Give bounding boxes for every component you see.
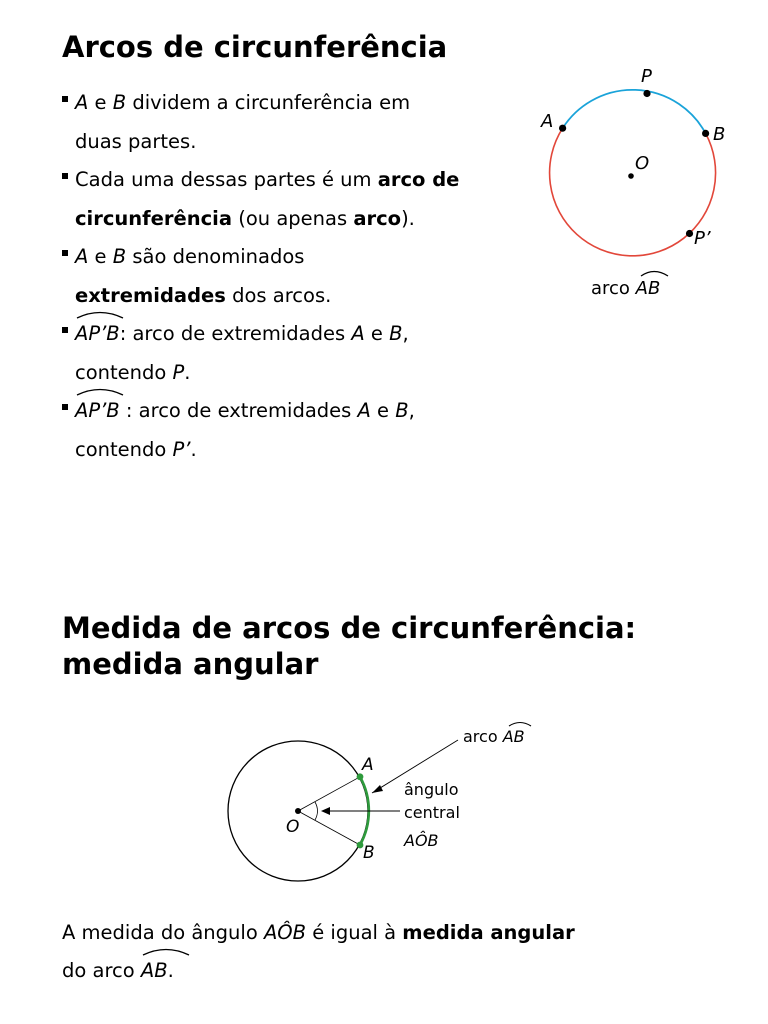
closing-mid: é igual à <box>306 921 403 944</box>
arrow-head-icon <box>372 785 383 793</box>
period: . <box>167 959 174 982</box>
minor-arc <box>563 90 706 134</box>
var-p: P <box>172 360 185 384</box>
bullet-square-icon <box>62 327 68 333</box>
label-b: B <box>363 843 375 863</box>
arc-notation-apb <box>75 315 120 354</box>
bullet-square-icon <box>62 173 68 179</box>
bullet-item-5 <box>62 392 512 469</box>
bold-extremidades: extremidades <box>75 283 226 307</box>
bold-arco-de: arco de <box>377 168 460 191</box>
caption-arc-label: AB <box>635 278 661 299</box>
label-a: A <box>362 755 374 775</box>
arc-label: AP’B <box>75 399 120 422</box>
bullet-square-icon <box>62 404 68 410</box>
var-b: B <box>112 245 127 268</box>
section-title-arcs: Arcos de circunferência <box>62 30 448 64</box>
arc-hat-icon <box>509 723 531 727</box>
closing-line2: do arco <box>62 959 141 982</box>
point-b <box>702 130 709 137</box>
bullet-item-2 <box>62 161 512 238</box>
text-e: e <box>88 245 113 268</box>
title-line-2: medida angular <box>62 647 319 681</box>
var-b: B <box>389 322 403 345</box>
caption-text: arco <box>591 278 636 299</box>
arc-label: AP’B <box>75 322 120 345</box>
arc-notation-ab <box>141 952 168 990</box>
bullet-1-text: dividem a circunferência em <box>126 91 411 114</box>
bold-arco: arco <box>353 206 402 230</box>
var-p-prime: P’ <box>172 437 191 461</box>
var-a: A <box>75 245 89 268</box>
bullet-3-text: são denominados <box>126 245 305 268</box>
closing-paragraph <box>62 914 575 990</box>
bullet-item-3 <box>62 238 512 315</box>
point-a <box>559 125 566 132</box>
angle-label-2: central <box>404 803 460 822</box>
central-angle-figure <box>220 718 550 893</box>
bullet-2-text: Cada uma dessas partes é um <box>75 168 378 191</box>
label-a: A <box>541 111 554 132</box>
bullet-5-text: : arco de extremidades <box>119 399 358 422</box>
label-p-prime: P’ <box>694 228 711 249</box>
caption-arco-ab <box>591 278 660 299</box>
bullet-4-line2: contendo <box>75 360 173 384</box>
text-e: e <box>364 322 390 345</box>
label-b: B <box>713 124 726 145</box>
angle-mark <box>315 802 318 820</box>
arc-callout-arc: AB <box>502 727 525 746</box>
bullet-3-post: dos arcos. <box>225 283 332 307</box>
bullet-square-icon <box>62 250 68 256</box>
comma: , <box>408 399 415 422</box>
bullet-2-mid: (ou apenas <box>232 206 354 230</box>
label-o: O <box>635 153 650 174</box>
bullet-2-post: ). <box>401 206 415 230</box>
bold-medida-angular: medida angular <box>402 921 575 944</box>
angle-label-3: AÔB <box>404 831 439 850</box>
radius-ob <box>298 811 360 845</box>
bullet-list <box>62 84 512 469</box>
var-a: A <box>351 322 365 345</box>
arc-notation-apb <box>75 392 120 431</box>
arc-label: AB <box>140 959 168 982</box>
center-o <box>295 808 301 814</box>
point-p-prime <box>686 230 693 237</box>
angle-label-1: ângulo <box>404 780 459 799</box>
var-a: A <box>75 91 89 114</box>
closing-text: A medida do ângulo <box>62 921 264 944</box>
title-line-1: Medida de arcos de circunferência: <box>62 611 637 645</box>
circle-arcs-figure <box>520 60 750 310</box>
label-p: P <box>641 66 652 87</box>
bullet-square-icon <box>62 96 68 102</box>
bullet-1-line2: duas partes. <box>75 129 197 153</box>
text-e: e <box>370 399 396 422</box>
text-e: e <box>88 91 113 114</box>
bold-circunferencia: circunferência <box>75 206 233 230</box>
var-a: A <box>357 399 371 422</box>
label-o: O <box>286 817 300 837</box>
var-b: B <box>112 91 127 114</box>
bullet-5-line2: contendo <box>75 437 173 461</box>
arc-callout-text: arco <box>463 727 503 746</box>
arc-hat-icon <box>641 272 668 277</box>
comma: , <box>402 322 409 345</box>
angle-aob: AÔB <box>263 921 307 944</box>
period: . <box>184 360 191 384</box>
arc-hat-icon <box>141 947 191 956</box>
var-b: B <box>395 399 409 422</box>
period: . <box>190 437 197 461</box>
arc-hat-icon <box>75 387 125 396</box>
arc-callout-label <box>463 727 525 746</box>
center-o <box>628 173 634 179</box>
arc-hat-icon <box>75 310 125 319</box>
bullet-item-1 <box>62 84 512 161</box>
bullet-item-4 <box>62 315 512 392</box>
bullet-4-text: : arco de extremidades <box>119 322 352 345</box>
point-p <box>643 90 650 97</box>
radius-oa <box>298 777 360 811</box>
arrow-head-icon <box>321 807 330 815</box>
section-title-measure <box>62 610 742 682</box>
